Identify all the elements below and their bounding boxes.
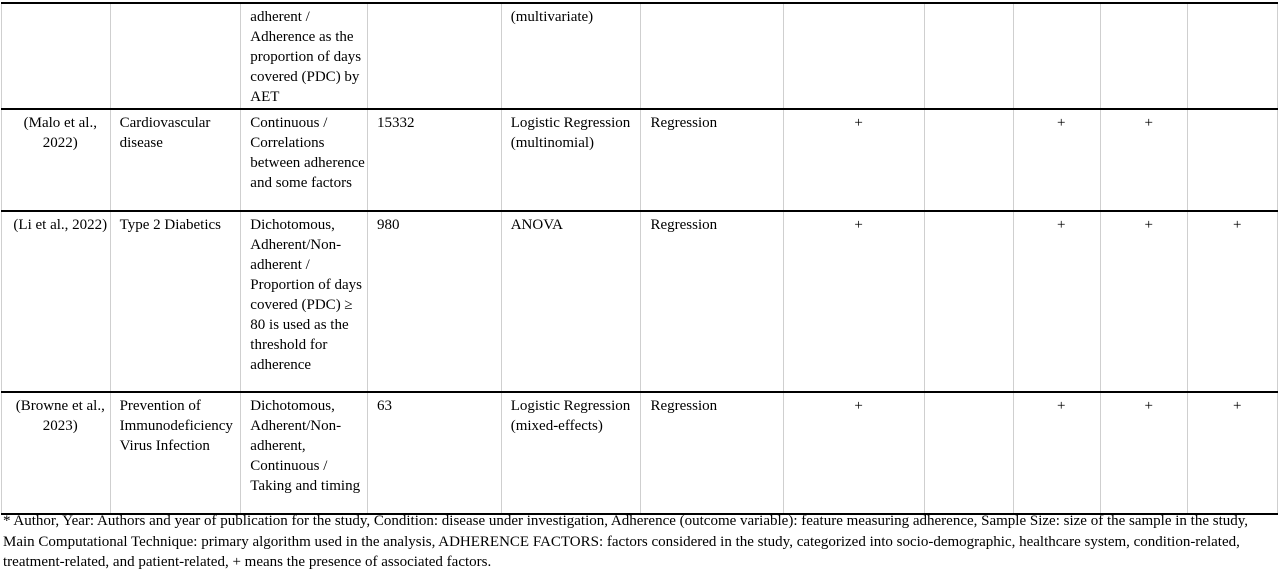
technique-cell: (multivariate) [501, 3, 641, 109]
factor-cell [1188, 3, 1278, 109]
author-cell: (Browne et al., 2023) [2, 392, 111, 514]
table-footnote: * Author, Year: Authors and year of publication for the study, Condition: disease under investigation, Adherence (outcome variable): feature measuring adherence, Sample Size: size of the sample in the study, Main Computational Technique: primary algorithm used in the analysis, ADHERENCE FACTORS: factors considered in the study, categorized into socio-demographic, healthcare system, condition-related, treatment-related, and patient-related, + means the presence of associated factors. [3, 513, 1249, 570]
author-cell: (Malo et al., 2022) [2, 109, 111, 211]
factor-cell [784, 3, 925, 109]
factor-cell [925, 3, 1013, 109]
category-cell [641, 3, 784, 109]
factor-cell [1013, 3, 1100, 109]
author-cell [2, 3, 111, 109]
table-row [2, 109, 1278, 211]
studies-table [1, 2, 1278, 515]
table-row [2, 392, 1278, 514]
factor-cell: + [1188, 211, 1278, 392]
category-cell: Regression [641, 109, 784, 211]
adherence-cell: Dichotomous, Adherent/Non-adherent, Continuous / Taking and timing [241, 392, 368, 514]
adherence-cell: Continuous / Correlations between adherence and some factors [241, 109, 368, 211]
category-cell: Regression [641, 392, 784, 514]
factor-cell: + [1100, 392, 1187, 514]
factor-cell: + [784, 392, 925, 514]
condition-cell: Prevention of Immunodeficiency Virus Infection [110, 392, 241, 514]
factor-cell [925, 211, 1013, 392]
category-cell: Regression [641, 211, 784, 392]
factor-cell: + [1013, 392, 1100, 514]
condition-cell [110, 3, 241, 109]
sample-size-cell: 15332 [367, 109, 501, 211]
table-row [2, 211, 1278, 392]
factor-cell: + [1100, 109, 1187, 211]
factor-cell: + [1100, 211, 1187, 392]
technique-cell: Logistic Regression (multinomial) [501, 109, 641, 211]
factor-cell: + [1013, 211, 1100, 392]
technique-cell: Logistic Regression (mixed-effects) [501, 392, 641, 514]
factor-cell [925, 109, 1013, 211]
technique-cell: ANOVA [501, 211, 641, 392]
table-row [2, 3, 1278, 109]
sample-size-cell: 63 [367, 392, 501, 514]
factor-cell [1100, 3, 1187, 109]
condition-cell: Cardiovascular disease [110, 109, 241, 211]
factor-cell: + [1188, 392, 1278, 514]
adherence-cell: Dichotomous, Adherent/Non-adherent / Proportion of days covered (PDC) ≥ 80 is used as the threshold for adherence [241, 211, 368, 392]
factor-cell: + [1013, 109, 1100, 211]
factor-cell: + [784, 109, 925, 211]
adherence-cell: adherent / Adherence as the proportion of days covered (PDC) by AET [241, 3, 368, 109]
sample-size-cell [367, 3, 501, 109]
factor-cell: + [784, 211, 925, 392]
condition-cell: Type 2 Diabetics [110, 211, 241, 392]
sample-size-cell: 980 [367, 211, 501, 392]
author-cell: (Li et al., 2022) [2, 211, 111, 392]
factor-cell [925, 392, 1013, 514]
factor-cell [1188, 109, 1278, 211]
